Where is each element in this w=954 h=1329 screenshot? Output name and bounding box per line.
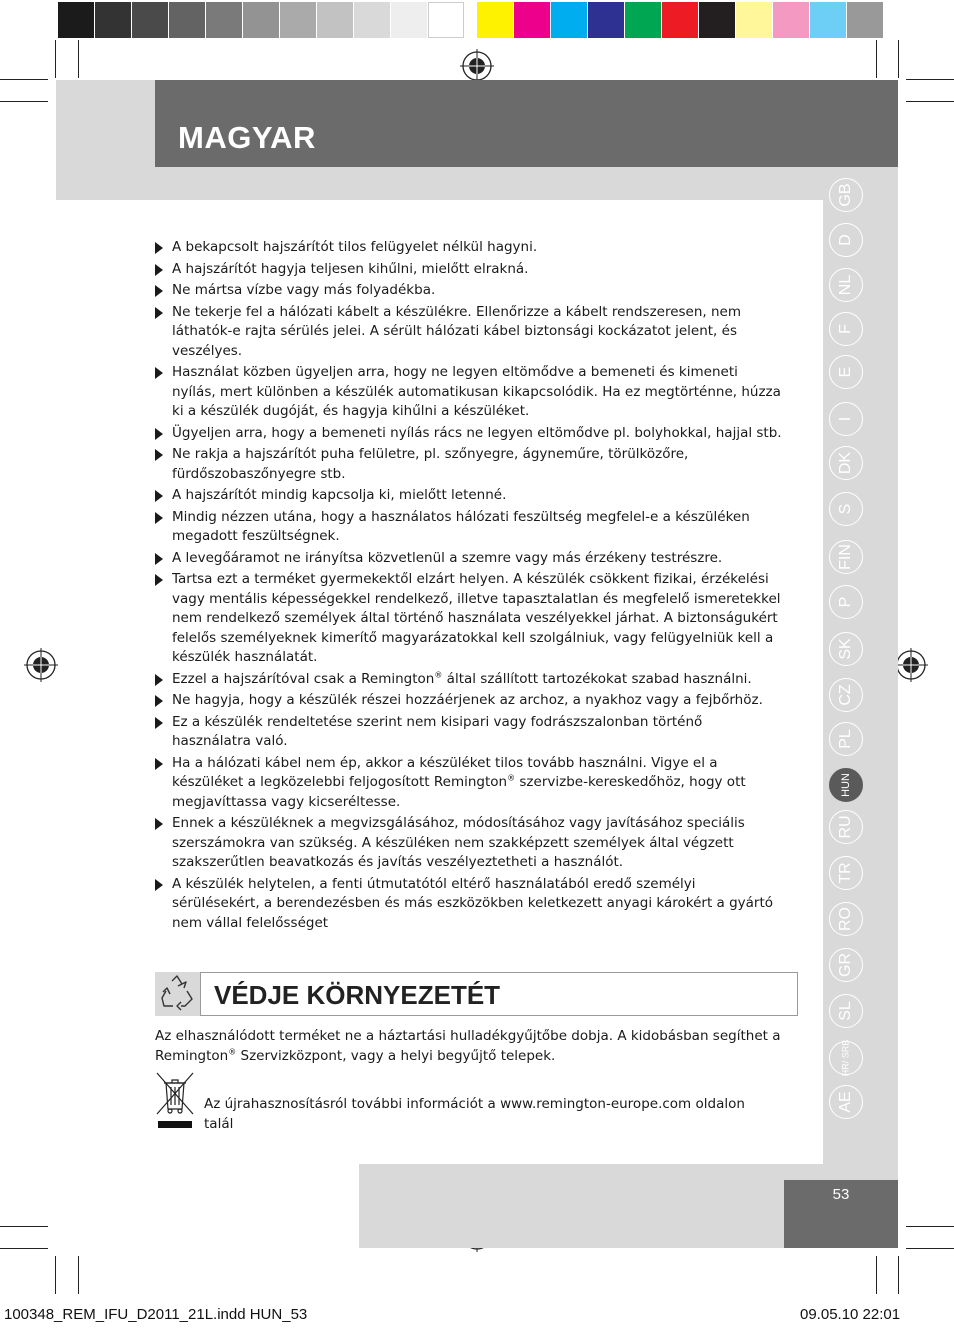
language-tab-label: RU <box>837 815 854 839</box>
list-item-text: Mindig nézzen utána, hogy a használatos hálózati feszültség megfelel-e a készüléken megadott feszültségnek. <box>172 508 750 544</box>
color-swatch <box>391 2 427 38</box>
language-tab-e[interactable] <box>829 355 863 389</box>
list-item-text: Ne tekerje fel a hálózati kábelt a készülékre. Ellenőrizze a kábelt rendszeresen, nem láthatók-e rajta sérülés jelei. A sérült hálózati kábel biztonsági kockázatot jelent, és veszélyes. <box>172 303 742 359</box>
list-item-text: Ne hagyja, hogy a készülék részei hozzáérjenek az archoz, a nyakhoz vagy a fejbőrhöz. <box>172 692 763 708</box>
triangle-bullet-icon <box>155 553 163 565</box>
language-tab-hun[interactable] <box>829 768 863 802</box>
page-title: MAGYAR <box>178 120 316 155</box>
language-tab-tr[interactable] <box>829 856 863 890</box>
triangle-bullet-icon <box>155 367 163 379</box>
triangle-bullet-icon <box>155 674 163 686</box>
language-tab-label: AE <box>837 1091 854 1113</box>
list-item <box>155 814 785 873</box>
language-tab-label: GB <box>837 183 854 207</box>
recycle-icon <box>155 972 199 1014</box>
print-slug: 100348_REM_IFU_D2011_21L.indd HUN_53 <box>4 1306 308 1323</box>
language-tab-label: GR <box>837 953 854 977</box>
list-item-text: Tartsa ezt a terméket gyermekektől elzárt helyen. A készülék csökkent fizikai, érzékelési vagy mentális képességekkel rendelkező, illetve tapasztalatlan és megfelelő ismeretekkel nem rendelkező személyek által történő használata veszélyekkel járhat. A biztonságukért felelős személyeknek kimerítő magyarázatokkal kell szolgálniuk, vagy felügyelniük kell a készülék használatát. <box>172 571 781 665</box>
triangle-bullet-icon <box>155 512 163 524</box>
language-tab-ro[interactable] <box>829 902 863 936</box>
list-item <box>155 281 785 301</box>
section-title: VÉDJE KÖRNYEZETÉT <box>214 980 501 1010</box>
list-item-text: A hajszárítót hagyja teljesen kihűlni, mielőtt elrakná. <box>172 260 529 277</box>
language-tab-sk[interactable] <box>829 632 863 666</box>
list-item <box>155 260 785 280</box>
language-tab-gb[interactable] <box>829 178 863 212</box>
list-item <box>155 670 785 690</box>
language-tab-sl[interactable] <box>829 994 863 1028</box>
list-item <box>155 508 785 547</box>
list-item-text: Ne rakja a hajszárítót puha felületre, pl. szőnyegre, ágyneműre, törülközőre, fürdőszobaszőnyegre stb. <box>172 446 689 482</box>
list-item <box>155 445 785 484</box>
color-swatch <box>625 2 661 38</box>
triangle-bullet-icon <box>155 285 163 297</box>
language-tab-gr[interactable] <box>829 948 863 982</box>
color-swatch <box>699 2 735 38</box>
triangle-bullet-icon <box>155 242 163 254</box>
registration-mark-icon <box>894 648 928 682</box>
language-tab-d[interactable] <box>829 223 863 257</box>
language-tab-label: DK <box>837 451 854 475</box>
language-tab-fin[interactable] <box>829 540 863 574</box>
list-item <box>155 875 785 934</box>
color-swatch <box>551 2 587 38</box>
language-tab-label: HR/ SRB <box>840 1039 851 1077</box>
language-tab-f[interactable] <box>829 312 863 346</box>
list-item-text: Ez a készülék rendeltetése szerint nem kisipari vagy fodrászszalonban történő használatra való. <box>172 713 703 749</box>
color-swatch <box>317 2 353 38</box>
color-swatch <box>280 2 316 38</box>
language-tab-nl[interactable] <box>829 268 863 302</box>
registered-mark: ® <box>507 773 516 783</box>
list-item-text: A készülék helytelen, a fenti útmutatótól eltérő használatából eredő személyi sérülésekért, a berendezésben és más eszközökben keletkezett anyagi károkért a gyártó nem vállal felelősséget <box>172 875 774 931</box>
language-tab-s[interactable] <box>829 492 863 526</box>
color-swatch <box>169 2 205 38</box>
language-tab-label: NL <box>837 274 854 296</box>
language-tab-label: RO <box>837 907 854 931</box>
color-swatch <box>354 2 390 38</box>
registered-mark: ® <box>434 670 443 679</box>
list-item-text: Ezzel a hajszárítóval csak a Remington <box>172 670 435 687</box>
color-swatch <box>588 2 624 38</box>
triangle-bullet-icon <box>155 449 163 461</box>
triangle-bullet-icon <box>155 695 163 707</box>
language-tab-label: F <box>837 324 854 334</box>
language-tab-i[interactable] <box>829 402 863 436</box>
list-item-text: A bekapcsolt hajszárítót tilos felügyelet nélkül hagyni. <box>172 239 538 255</box>
color-swatch <box>773 2 809 38</box>
language-tab-p[interactable] <box>829 585 863 619</box>
color-swatch <box>736 2 772 38</box>
color-swatch <box>428 2 464 38</box>
list-item-text: Ennek a készüléknek a megvizsgálásához, módosításához vagy javításához speciális szerszámokra van szükség. A készüléken nem szakképzett személyek által végzett szakszerűtlen beavatkozás és javítás veszélyeztetheti a használót. <box>172 815 745 870</box>
print-date: 09.05.10 22:01 <box>800 1306 901 1323</box>
color-swatch <box>206 2 242 38</box>
color-swatch <box>662 2 698 38</box>
list-item-text: A levegőáramot ne irányítsa közvetlenül a szemre vagy más érzékeny testrészre. <box>172 549 723 566</box>
list-item <box>155 238 785 258</box>
registration-mark-icon <box>460 49 494 83</box>
list-item <box>155 570 785 668</box>
recycling-info-text: Az újrahasznosításról további információt a www.remington-europe.com oldalon talál <box>204 1096 745 1132</box>
language-tab-label: SK <box>837 638 854 660</box>
crossed-bin-icon <box>155 1071 195 1131</box>
triangle-bullet-icon <box>155 264 163 276</box>
color-swatch <box>477 2 513 38</box>
list-item <box>155 713 785 752</box>
language-tab-hrsrb[interactable] <box>829 1041 863 1075</box>
language-tab-dk[interactable] <box>829 446 863 480</box>
section-icon-box <box>155 972 201 1016</box>
list-item <box>155 486 785 506</box>
language-tab-pl[interactable] <box>829 722 863 756</box>
triangle-bullet-icon <box>155 490 163 502</box>
list-item <box>155 303 785 362</box>
list-item-text: Ha a hálózati kábel nem ép, akkor a készüléket tilos tovább használni. Vigye el a készüléket a legközelebbi feljogosított Remington <box>172 754 718 790</box>
list-item <box>155 691 785 711</box>
triangle-bullet-icon <box>155 307 163 319</box>
color-swatch <box>132 2 168 38</box>
list-item <box>155 754 785 813</box>
list-item-text: által szállított tartozékokat szabad használni. <box>442 670 752 687</box>
triangle-bullet-icon <box>155 717 163 729</box>
language-tab-ru[interactable] <box>829 810 863 844</box>
triangle-bullet-icon <box>155 428 163 440</box>
language-tab-label: PL <box>837 729 854 749</box>
list-item <box>155 549 785 569</box>
language-tab-label: CZ <box>837 684 854 706</box>
registration-mark-icon <box>24 648 58 682</box>
list-item <box>155 363 785 422</box>
triangle-bullet-icon <box>155 758 163 770</box>
safety-instructions-list <box>155 238 785 935</box>
list-item-text: szervizbe-kereskedőhöz, hogy ott megjavíttassa vagy kicseréltesse. <box>172 774 746 810</box>
list-item-text: Ügyeljen arra, hogy a bemeneti nyílás rács ne legyen eltömődve pl. bolyhokkal, hajjal stb. <box>172 424 782 441</box>
language-tab-label: HUN <box>840 773 852 797</box>
triangle-bullet-icon <box>155 879 163 891</box>
color-swatch <box>243 2 279 38</box>
color-swatch <box>810 2 846 38</box>
language-tab-label: SL <box>837 1001 854 1021</box>
color-swatch <box>514 2 550 38</box>
language-tab-label: I <box>837 416 854 422</box>
color-swatch <box>58 2 94 38</box>
list-item <box>155 424 785 444</box>
language-tab-cz[interactable] <box>829 678 863 712</box>
color-swatch <box>95 2 131 38</box>
language-tab-label: TR <box>837 862 854 884</box>
language-tab-label: FIN <box>837 544 854 570</box>
list-item-text: Használat közben ügyeljen arra, hogy ne legyen eltömődve a bemeneti és kimeneti nyílás, mert különben a készülék automatikusan kikapcsolódik. Ha ez megtörténne, húzza ki a készülék dugóját, és hagyja kihűlni a készüléket. <box>172 364 781 419</box>
list-item-text: A hajszárítót mindig kapcsolja ki, mielőtt letenné. <box>172 487 507 503</box>
environment-paragraph: Az elhasználódott terméket ne a háztartási hulladékgyűjtőbe dobja. A kidobásban segíthet a Remington® Szervizközpont, vagy a helyi begyűjtő telepek. <box>155 1028 781 1064</box>
language-tab-label: D <box>837 234 854 246</box>
language-tab-label: E <box>837 366 854 378</box>
language-tab-label: S <box>837 503 854 515</box>
color-calibration-bar <box>58 2 884 38</box>
language-tab-label: P <box>837 596 854 608</box>
language-tab-ae[interactable] <box>829 1085 863 1119</box>
color-swatch <box>847 2 883 38</box>
triangle-bullet-icon <box>155 818 163 830</box>
page-number: 53 <box>832 1186 850 1203</box>
list-item-text: Ne mártsa vízbe vagy más folyadékba. <box>172 282 436 298</box>
triangle-bullet-icon <box>155 574 163 586</box>
